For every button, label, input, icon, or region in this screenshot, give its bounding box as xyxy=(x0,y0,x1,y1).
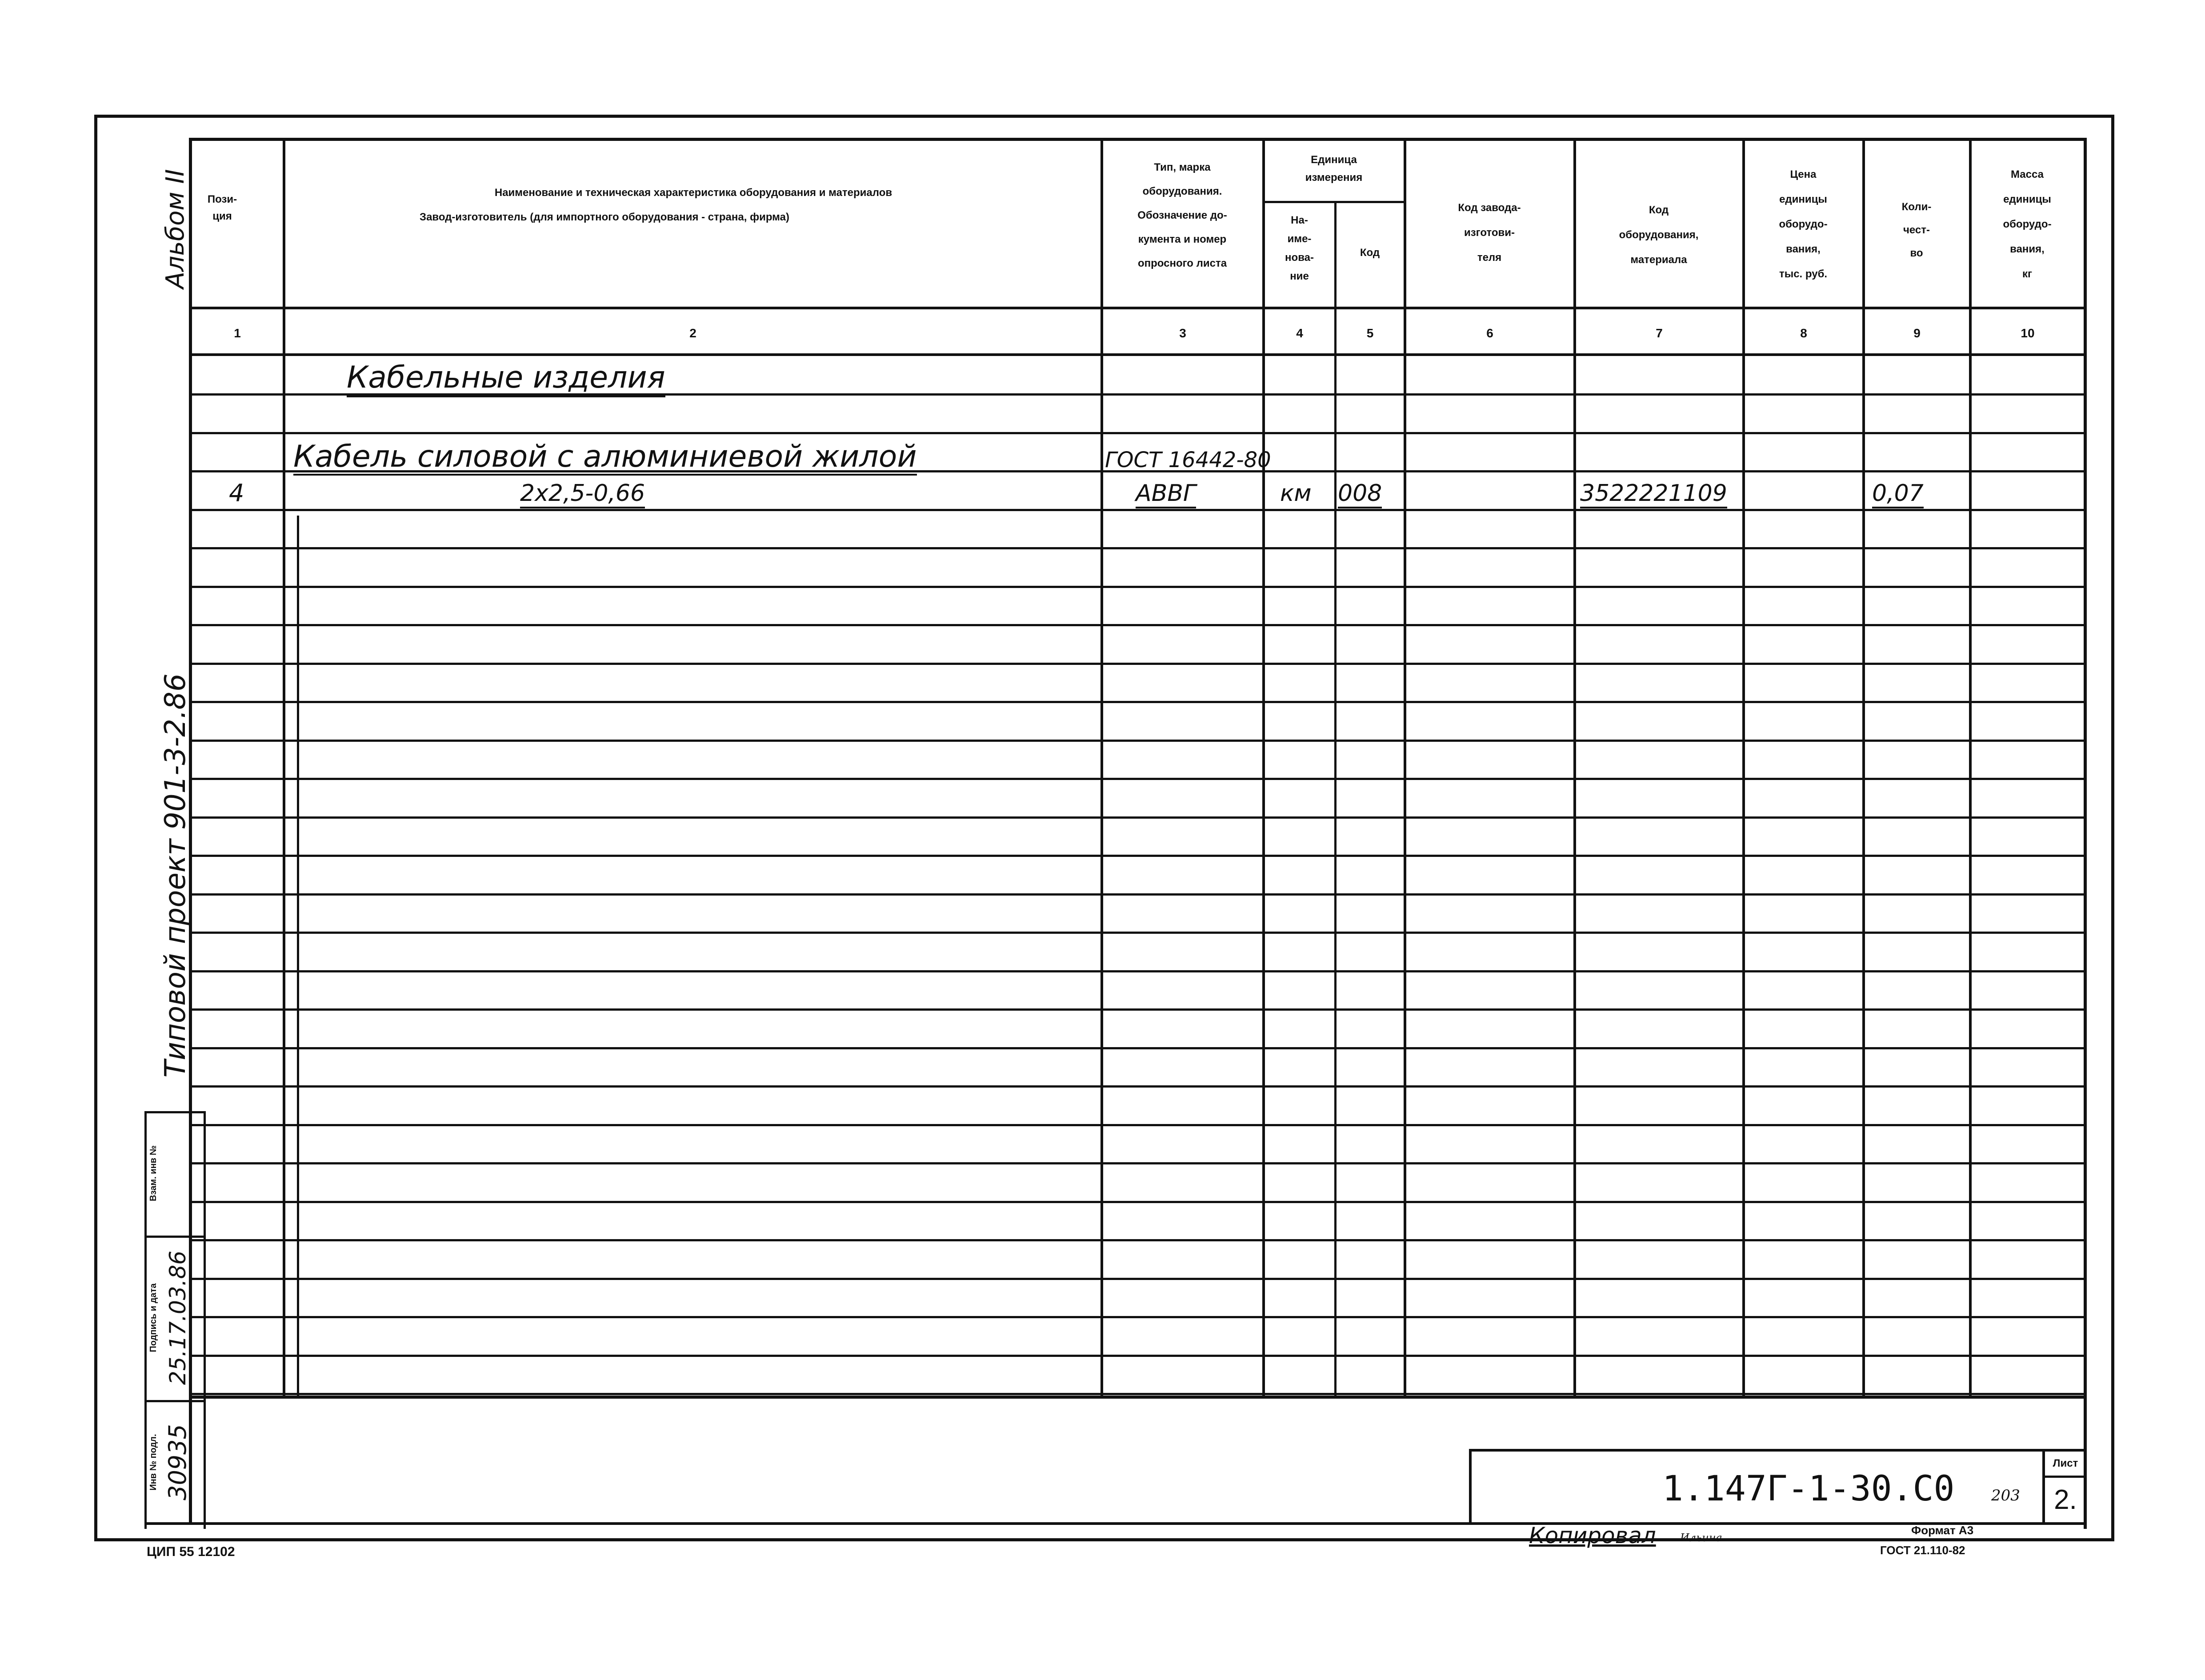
item-quantity: 0,07 xyxy=(1872,480,1924,508)
project-label: Типовой проект 901-3-2.86 xyxy=(159,673,192,1078)
stamp-zam: Взам. инв № xyxy=(148,1145,158,1201)
row-line xyxy=(189,1316,2087,1318)
row-line xyxy=(189,970,2087,972)
sheet-number: 2. xyxy=(2054,1484,2077,1515)
header-maker-code: Код заводa- изготови- теля xyxy=(1458,202,1521,264)
row-line xyxy=(189,624,2087,626)
header-quantity: Коли- чест- во xyxy=(1901,201,1932,259)
col-line-4 xyxy=(1334,202,1337,1398)
header-unit-code: Код xyxy=(1360,247,1380,259)
row-line xyxy=(189,1201,2087,1203)
stamp-inv-hand: 30935 xyxy=(164,1424,192,1500)
item-type: АВВГ xyxy=(1136,480,1196,508)
margin-strip-right xyxy=(204,1111,206,1529)
frame-right xyxy=(2111,115,2114,1541)
item-unit-name: км xyxy=(1280,480,1312,507)
album-label: Альбом II xyxy=(161,169,190,289)
titleblock-left xyxy=(1469,1449,1472,1524)
titleblock-sheet-left xyxy=(2042,1449,2045,1524)
header-name-line2: Завод-изготовитель (для импортного оборудования - страна, фирма) xyxy=(420,211,789,223)
gost-label: ГОСТ 21.110-82 xyxy=(1880,1544,1965,1557)
item-position: 4 xyxy=(229,479,244,507)
colnum-10: 10 xyxy=(2021,326,2035,340)
margin-strip-bottom xyxy=(144,1522,2087,1525)
section-title: Кабельные изделия xyxy=(347,360,665,397)
row-line xyxy=(189,855,2087,857)
row-line xyxy=(189,509,2087,511)
colnum-5: 5 xyxy=(1366,326,1374,340)
row-line xyxy=(189,1008,2087,1011)
format-label: Формат А3 xyxy=(1911,1524,1974,1537)
stamp-date-hand: 25.17.03.86 xyxy=(165,1250,191,1385)
stamp-inv: Инв № подл. xyxy=(148,1434,158,1491)
header-price: Цена единицы оборудо- вания, тыс. руб. xyxy=(1779,168,1828,280)
header-type: Тип, марка оборудования. Обозначение до- кумента и номер опросного листа xyxy=(1137,161,1227,269)
row-line xyxy=(189,663,2087,665)
item-equipment-code: 3522221109 xyxy=(1580,480,1727,508)
stamp-podp: Подпись и дата xyxy=(148,1283,158,1352)
table-right xyxy=(2084,138,2087,1529)
row-line xyxy=(189,893,2087,896)
row-line xyxy=(189,701,2087,703)
row-line xyxy=(189,740,2087,742)
header-unit-group: Единица измерения xyxy=(1305,154,1363,184)
item-doc: ГОСТ 16442-80 xyxy=(1105,448,1271,472)
colnum-3: 3 xyxy=(1179,326,1186,340)
row-line xyxy=(189,1124,2087,1126)
colnum-2: 2 xyxy=(689,326,696,340)
unit-group-line xyxy=(1262,201,1404,203)
colnum-7: 7 xyxy=(1656,326,1663,340)
copied-label: Копировал xyxy=(1529,1523,1656,1548)
frame-left xyxy=(94,115,97,1541)
cip-label: ЦИП 55 12102 xyxy=(147,1544,235,1559)
row-line xyxy=(189,816,2087,819)
header-position: Пози- ция xyxy=(207,193,237,222)
header-unit-name: На- име- нова- ние xyxy=(1285,214,1314,282)
col-line-1b xyxy=(297,516,299,1398)
colnum-4: 4 xyxy=(1296,326,1303,340)
header-name-line1: Наименование и техническая характеристика оборудования и материалов xyxy=(494,187,892,199)
header-equipment-code: Код оборудования, материала xyxy=(1619,204,1699,266)
colnum-bottom xyxy=(189,353,2087,356)
colnum-8: 8 xyxy=(1800,326,1807,340)
row-line xyxy=(189,1393,2087,1395)
item-unit-code: 008 xyxy=(1338,480,1382,508)
row-line xyxy=(189,586,2087,588)
doc-code: 1.147Г-1-30.С0 xyxy=(1662,1469,1955,1509)
item-name: Кабель силовой с алюминиевой жилой xyxy=(293,440,917,476)
table-body-bottom xyxy=(189,1396,2087,1399)
frame-bottom xyxy=(94,1538,2114,1541)
header-mass: Масса единицы оборудо- вания, кг xyxy=(2003,168,2052,280)
copied-signature: Ильина xyxy=(1680,1532,1722,1544)
row-line xyxy=(189,1085,2087,1088)
row-line xyxy=(189,932,2087,934)
margin-strip-div2 xyxy=(144,1400,206,1402)
titleblock-sheet-div xyxy=(2042,1476,2087,1478)
row-line xyxy=(189,1047,2087,1049)
row-line xyxy=(189,547,2087,549)
colnum-1: 1 xyxy=(234,326,241,340)
table-top xyxy=(189,138,2087,141)
sheet-note: 203 xyxy=(1991,1487,2020,1504)
row-line xyxy=(189,432,2087,434)
item-spec: 2х2,5-0,66 xyxy=(520,480,645,508)
colnum-6: 6 xyxy=(1486,326,1493,340)
row-line xyxy=(189,1278,2087,1280)
titleblock-top xyxy=(1469,1449,2087,1452)
frame-top xyxy=(94,115,2114,118)
row-line xyxy=(189,1239,2087,1241)
margin-strip-top xyxy=(144,1111,206,1113)
row-line xyxy=(189,778,2087,780)
row-line xyxy=(189,1162,2087,1164)
sheet-label: Лист xyxy=(2053,1457,2078,1469)
header-bottom xyxy=(189,307,2087,309)
margin-strip-div1 xyxy=(144,1236,206,1238)
colnum-9: 9 xyxy=(1913,326,1921,340)
row-line xyxy=(189,1355,2087,1357)
